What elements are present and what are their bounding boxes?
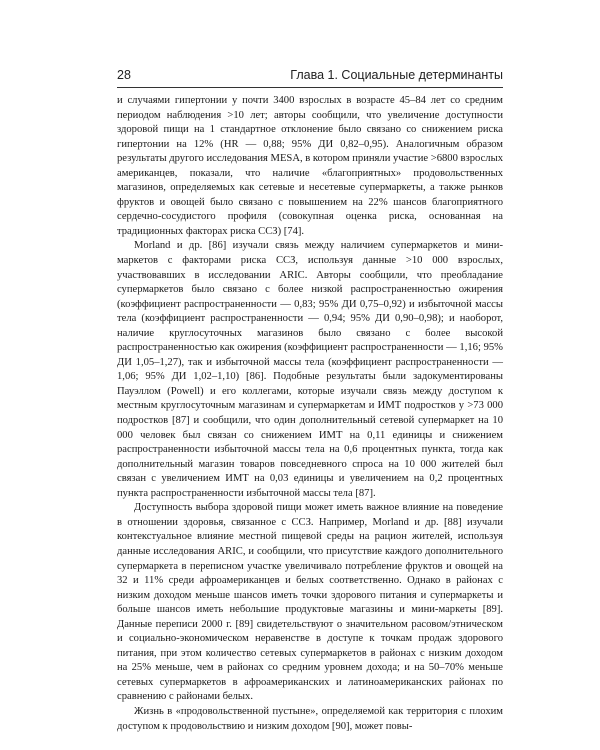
- paragraph-food-desert: Жизнь в «продовольственной пустыне», определяемой как территория с плохим доступом к продовольствию и низким доходом [90], может повы-: [117, 705, 503, 732]
- paragraph-food-access: Доступность выбора здоровой пищи может иметь важное влияние на поведение в отношении здоровья, связанное с ССЗ. Например, Morland и др. [88] изучали контекстуальное влияние местной пищевой среды на рацион жителей, используя данные исследования ARIC, и сообщили, что присутствие каждого дополнительного супермаркета в переписном участке увеличивало потребление фруктов и овощей на 32 и 11% среди афроамериканцев и белых соответственно. Однако в районах с низким доходом меньше шансов иметь точки здорового питания и супермаркеты и больше шансов иметь небольшие продуктовые магазины и мини-маркеты [89]. Данные переписи 2000 г. [89] свидетельствуют о значительном расовом/этническом и социально-экономическом неравенстве в доступе к точкам продаж здорового питания, при этом количество сетевых супермаркетов в районах с низким доходом на 25% меньше, чем в районах со средним уровнем дохода; и на 50–70% меньше сетевых супермаркетов в афроамериканских и латиноамериканских районах по сравнению с районами белых.: [117, 502, 503, 703]
- paragraph-continuation: и случаями гипертонии у почти 3400 взрослых в возрасте 45–84 лет со средним периодом наблюдения >10 лет; авторы сообщили, что увеличение доступности здоровой пищи на 1 стандартное отклонение было связано со снижением риска гипертонии на 12% (HR — 0,88; 95% ДИ 0,82–0,95). Аналогичным образом результаты другого исследования MESA, в котором приняли участие >6800 взрослых американцев, показали, что наличие «благоприятных» продовольственных магазинов, определяемых как сетевые и несетевые супермаркеты, а также рынков фруктов и овощей было связано с повышением на 22% шансов благоприятного сердечно-сосудистого профиля (совокупная оценка риска, основанная на традиционных факторах риска ССЗ) [74].: [117, 95, 503, 237]
- header-rule: [117, 87, 503, 88]
- chapter-title: Глава 1. Социальные детерминанты: [290, 68, 503, 82]
- running-header: [117, 66, 503, 86]
- body-text: [117, 94, 503, 734]
- paragraph-morland-study: Morland и др. [86] изучали связь между наличием супермаркетов и мини-маркетов с факторами риска ССЗ, используя данные >10 000 взрослых, участвовавших в исследовании ARIC. Авторы сообщили, что преобладание супермаркетов было связано с более низкой распространенностью ожирения (коэффициент распространенности — 0,83; 95% ДИ 0,75–0,92) и избыточной массы тела (коэффициент распространенности — 0,94; 95% ДИ 0,90–0,98); и наоборот, наличие круглосуточных магазинов было связано с более высокой распространенностью как ожирения (коэффициент распространенности — 1,16; 95% ДИ 1,05–1,27), так и избыточной массы тела (коэффициент распространенности — 1,06; 95% ДИ 1,02–1,10) [86]. Подобные результаты были задокументированы Пауэллом (Powell) и его коллегами, которые изучали связь между доступом к местным круглосуточным магазинам и супермаркетам и ИМТ подростков у >73 000 подростков [87] и сообщили, что один дополнительный сетевой супермаркет на 10 000 человек был связан со снижением ИМТ на 0,11 единицы и снижением распространенности избыточной массы тела на 0,6 процентных пункта, тогда как дополнительный магазин товаров повседневного спроса на 10 000 жителей был связан с увеличением ИМТ на 0,03 единицы и увеличением на 0,2 процентных пункта распространенности избыточной массы тела [87].: [117, 240, 503, 499]
- page-number: 28: [117, 68, 131, 82]
